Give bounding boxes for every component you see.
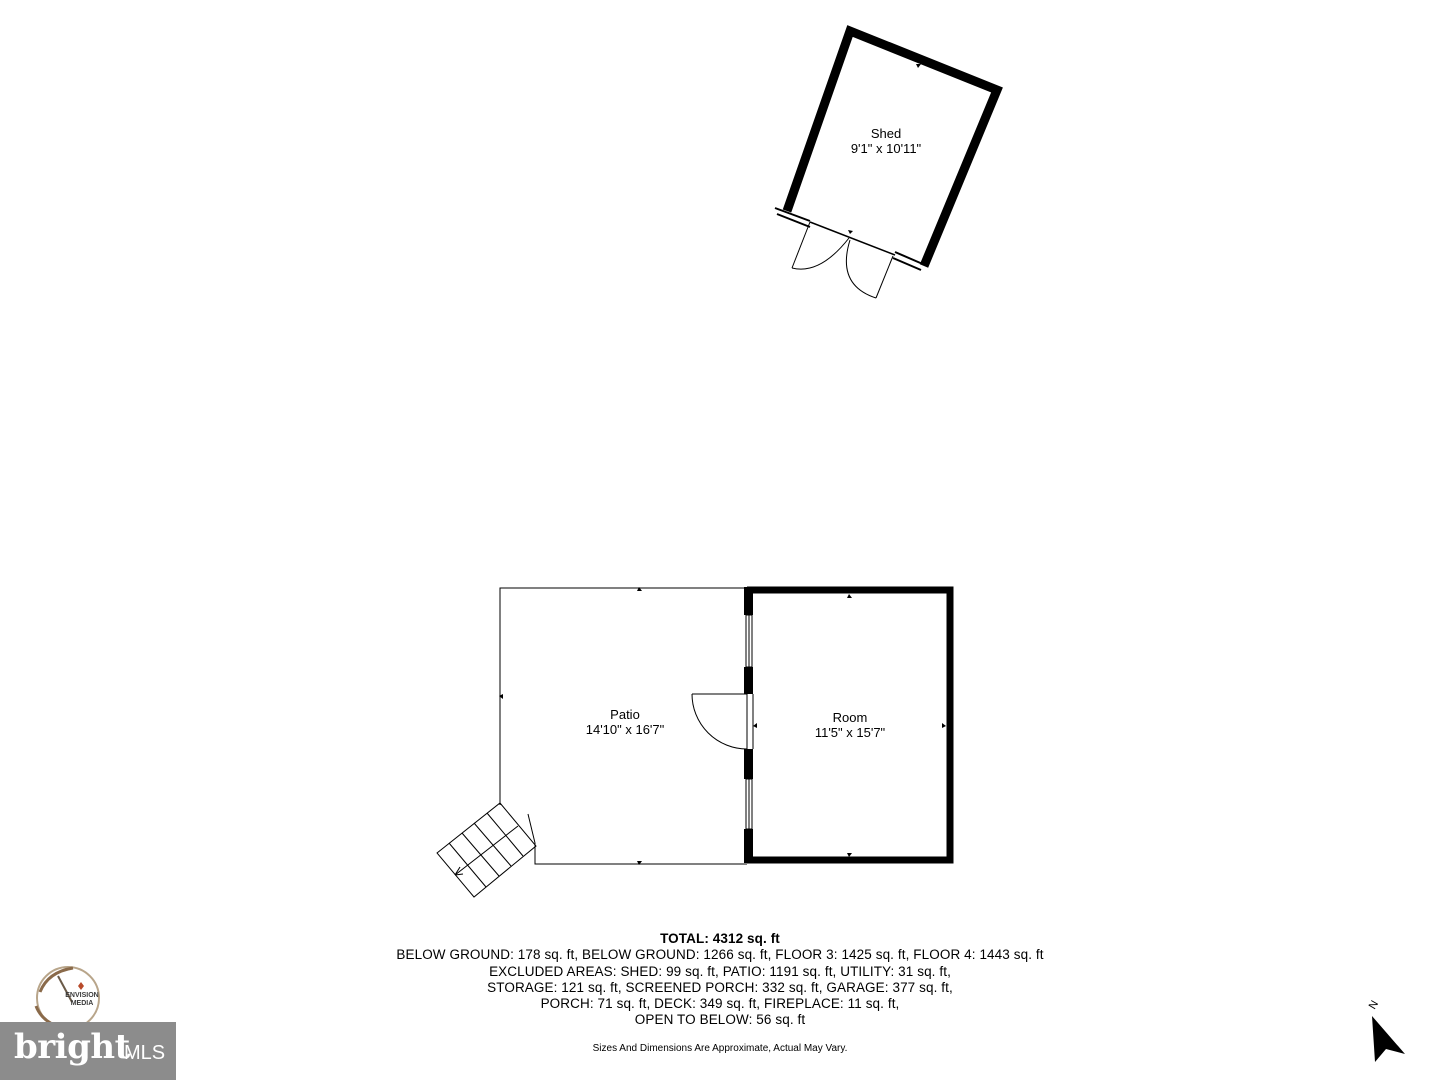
summary-line: OPEN TO BELOW: 56 sq. ft xyxy=(634,1012,806,1028)
total-area-text: TOTAL: 4312 sq. ft xyxy=(660,931,780,946)
shed-front-wall xyxy=(775,208,925,270)
logo-line-2: MEDIA xyxy=(70,1000,94,1007)
shed-room xyxy=(775,31,997,298)
patio-dimensions-label: 14'10" x 16'7" xyxy=(585,722,665,737)
room-door xyxy=(747,694,753,749)
north-label: N xyxy=(1366,998,1382,1012)
patio-door-swing xyxy=(692,694,747,749)
patio-outline-lower xyxy=(528,814,747,864)
shed-double-door xyxy=(792,222,893,298)
room-dimensions-label: 11'5" x 15'7" xyxy=(814,725,886,740)
patio-area xyxy=(437,587,747,897)
bright-mls-wordmark: bright xyxy=(14,1027,130,1067)
bright-mls-badge xyxy=(0,1022,176,1080)
mls-suffix: MLS xyxy=(124,1042,166,1064)
room-left-wall-seg xyxy=(744,749,753,779)
patio-stairs xyxy=(437,803,536,897)
room-window-lower xyxy=(746,779,752,829)
room-left-wall-seg xyxy=(744,587,753,615)
shed-name-label: Shed xyxy=(870,126,902,141)
summary-line: PORCH: 71 sq. ft, DECK: 349 sq. ft, FIREPLACE: 11 sq. ft, xyxy=(540,996,900,1012)
summary-line: EXCLUDED AREAS: SHED: 99 sq. ft, PATIO: 1191 sq. ft, UTILITY: 31 sq. ft, xyxy=(489,963,951,979)
disclaimer-text: Sizes And Dimensions Are Approximate, Actual May Vary. xyxy=(592,1043,848,1054)
room-window-upper xyxy=(746,615,752,667)
north-arrow-icon xyxy=(1355,996,1415,1072)
room-left-wall-seg xyxy=(744,829,753,863)
shed-dimensions-label: 9'1" x 10'11" xyxy=(850,141,922,156)
room-area xyxy=(744,587,950,863)
patio-outline xyxy=(500,588,747,805)
room-left-wall-seg xyxy=(744,667,753,694)
area-summary xyxy=(0,931,1440,1029)
summary-line: STORAGE: 121 sq. ft, SCREENED PORCH: 332 sq. ft, GARAGE: 377 sq. ft, xyxy=(487,979,953,995)
summary-line: BELOW GROUND: 178 sq. ft, BELOW GROUND: 1266 sq. ft, FLOOR 3: 1425 sq. ft, FLOOR 4: 1443 sq. ft xyxy=(396,947,1044,963)
patio-name-label: Patio xyxy=(610,707,640,722)
room-name-label: Room xyxy=(832,710,868,725)
envision-media-logo-text xyxy=(54,992,110,1008)
logo-line-1: ENVISION xyxy=(65,992,99,999)
